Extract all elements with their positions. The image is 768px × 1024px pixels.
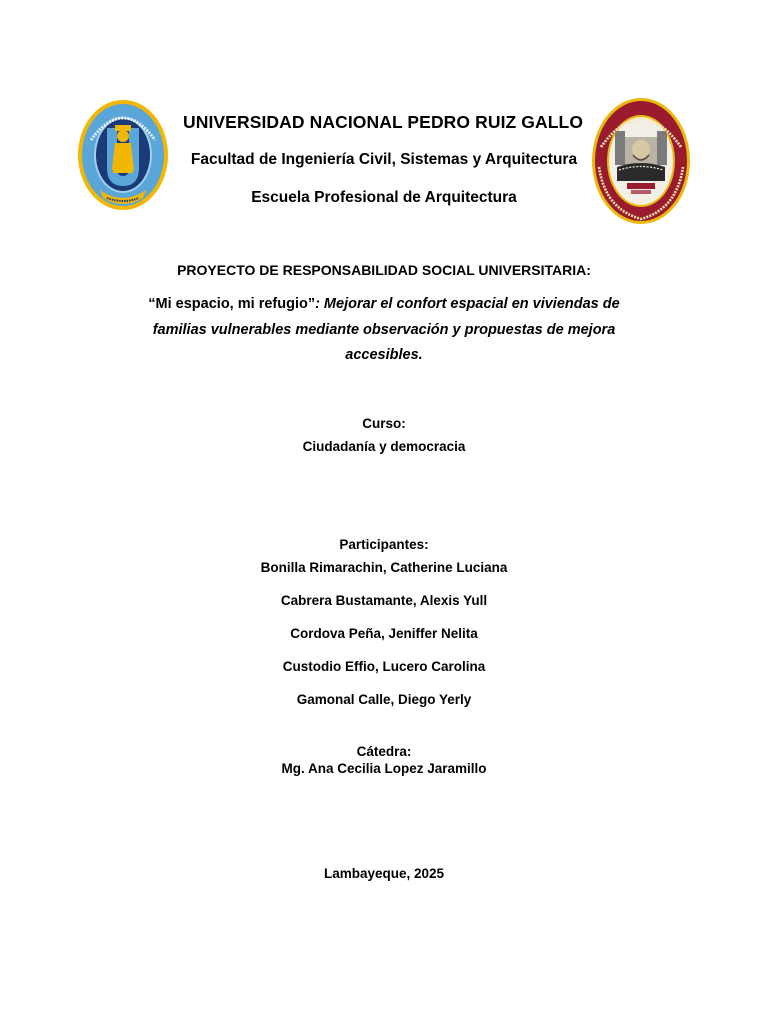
- project-title: [120, 292, 648, 369]
- course-label: Curso:: [362, 416, 406, 431]
- chair-label: Cátedra:: [356, 744, 412, 759]
- participant-name: Custodio Effio, Lucero Carolina: [282, 659, 486, 674]
- university-name: UNIVERSIDAD NACIONAL PEDRO RUIZ GALLO: [182, 112, 584, 132]
- faculty-seal-logo: [591, 97, 691, 225]
- participant-name: Bonilla Rimarachin, Catherine Luciana: [260, 560, 508, 575]
- project-title-rest: : Mejorar el confort espacial en viviendas de familias vulnerables mediante observación y propuestas de mejora accesibles.: [152, 296, 620, 363]
- participant-name: Gamonal Calle, Diego Yerly: [296, 692, 472, 707]
- participant-name: Cordova Peña, Jeniffer Nelita: [290, 626, 478, 641]
- project-heading: PROYECTO DE RESPONSABILIDAD SOCIAL UNIVERSITARIA:: [177, 262, 591, 278]
- school-name: Escuela Profesional de Arquitectura: [251, 189, 517, 206]
- place-year: Lambayeque, 2025: [323, 866, 445, 881]
- participant-name: Cabrera Bustamante, Alexis Yull: [280, 593, 488, 608]
- chair-name: Mg. Ana Cecilia Lopez Jaramillo: [281, 761, 487, 776]
- project-title-quoted: “Mi espacio, mi refugio”: [148, 296, 316, 312]
- participants-label: Participantes:: [339, 537, 429, 552]
- faculty-name: Facultad de Ingeniería Civil, Sistemas y Arquitectura: [190, 151, 578, 168]
- course-name: Ciudadanía y democracia: [302, 439, 466, 454]
